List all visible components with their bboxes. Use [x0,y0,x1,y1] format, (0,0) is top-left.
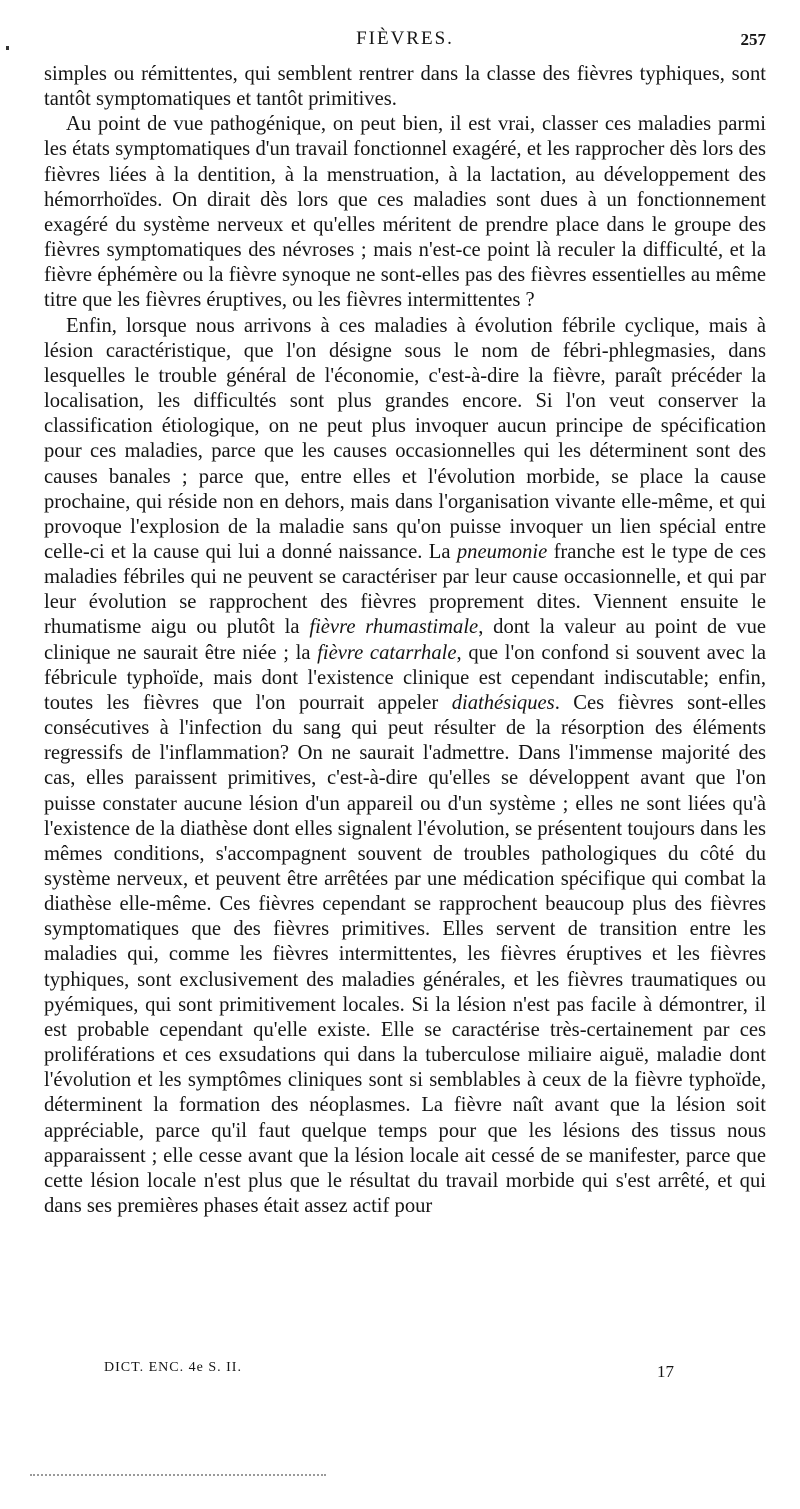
bleed-through-line [30,1474,326,1476]
paragraph-3 [44,314,766,1220]
text-segment: , dont la valeur au point de vue clinique ne saurait être niée ; la [44,616,766,664]
paragraph-1 [44,62,766,112]
page-header [44,28,766,58]
text-segment: Enfin, lorsque nous arrivons à ces maladies à évolution fébrile cyclique, mais à lésion caractéristique, que l'on désigne sous le nom de fébri-phlegmasies, dans lesquelles le trouble général de l'économie, c'est-à-dire la fièvre, paraît précéder la localisation, les difficultés sont plus grandes encore. Si l'on veut conserver la classification étiologique, on ne peut plus invoquer aucun principe de spécification pour ces maladies, parce que les causes occasionnelles qui les déterminent sont des causes banales ; parce que, entre elles et l'évolution morbide, se place la cause prochaine, qui réside non en dehors, mais dans l'organisation vivante elle-même, et qui provoque l'explosion de la maladie sans qu'on puisse invoquer un lien spécial entre celle-ci et la cause qui lui a donné naissance. La [44,314,766,563]
page-footer [104,1360,674,1386]
sheet-number: 17 [657,1362,674,1381]
body-text [44,62,766,1219]
text-segment: simples ou rémittentes, qui semblent rentrer dans la classe des fièvres typhiques, sont tantôt symptomatiques et tantôt primitives. [44,63,766,111]
italic-term-fievre-catarrhale: fièvre catarrhale [317,641,457,664]
italic-term-pneumonie: pneumonie [456,540,548,563]
text-segment: . Ces fièvres sont-elles consécutives à l'infection du sang qui peut résulter de la résorption des éléments regressifs de l'inflammation? On ne saurait l'admettre. Dans l'immense majorité des cas, elles paraissent primitives, c'est-à-dire qu'elles se développent avant que l'on puisse constater aucune lésion d'un appareil ou d'un système ; elles ne sont liées qu'à l'existence de la diathèse dont elles signalent l'évolution, se présentent toujours dans les mêmes conditions, s'accompagnent souvent de troubles pathologiques du côté du système nerveux, et peuvent être arrêtées par une médication spécifique qui combat la diathèse elle-même. Ces fièvres cependant se rapprochent beaucoup plus des fièvres symptomatiques que des fièvres primitives. Elles servent de transition entre les maladies qui, comme les fièvres intermittentes, les fièvres éruptives et les fièvres typhiques, sont exclusivement des maladies générales, et les fièvres traumatiques ou pyémiques, qui sont primitivement locales. Si la lésion n'est pas facile à démontrer, il est probable cependant qu'elle existe. Elle se caractérise très-certainement par ces proliférations et ces exsudations qui dans la tuberculose miliaire aiguë, maladie dont l'évolution et les symptômes cliniques sont si semblables à ceux de la fièvre typhoïde, déterminent la formation des néoplasmes. La fièvre naît avant que la lésion soit appréciable, parce qu'il faut quelque temps pour que les lésions des tissus nous apparaissent ; elle cesse avant que la lésion locale ait cessé de se manifester, parce que cette lésion locale n'est plus que le résultat du travail morbide qui s'est arrêté, et qui dans ses premières phases était assez actif pour [44,691,766,1218]
text-segment: Au point de vue pathogénique, on peut bien, il est vrai, classer ces maladies parmi les états symptomatiques d'un travail fonctionnel exagéré, et les rapprocher dès lors des fièvres liées à la dentition, à la menstruation, à la lactation, au développement des hémorrhoïdes. On dirait dès lors que ces maladies sont dues à un fonctionnement exagéré du système nerveux et qu'elles méritent de prendre place dans le groupe des fièvres symptomatiques des névroses ; mais n'est-ce point là reculer la difficulté, et la fièvre éphémère ou la fièvre synoque ne sont-elles pas des fièvres essentielles au même titre que les fièvres éruptives, ou les fièvres intermittentes ? [44,113,766,312]
paragraph-2 [44,112,766,313]
text-segment: franche est le type de ces maladies fébriles qui ne peuvent se caractériser par leur cause occasionnelle, et qui par leur évolution se rapprochent des fièvres proprement dites. Viennent ensuite le rhumatisme aigu ou plutôt la [44,540,766,639]
italic-term-diathesiques: diathésiques [451,691,555,714]
text-segment: , que l'on confond si souvent avec la fébricule typhoïde, mais dont l'existence clinique est cependant indiscutable; enfin, toutes les fièvres que l'on pourrait appeler [44,641,766,714]
edge-mark [6,46,9,50]
page-number: 257 [740,30,766,49]
italic-term-fievre-rhumastimale: fièvre rhumastimale [309,616,479,639]
printer-signature: DICT. ENC. 4e S. II. [104,1360,242,1375]
running-title: FIÈVRES. [356,28,454,49]
